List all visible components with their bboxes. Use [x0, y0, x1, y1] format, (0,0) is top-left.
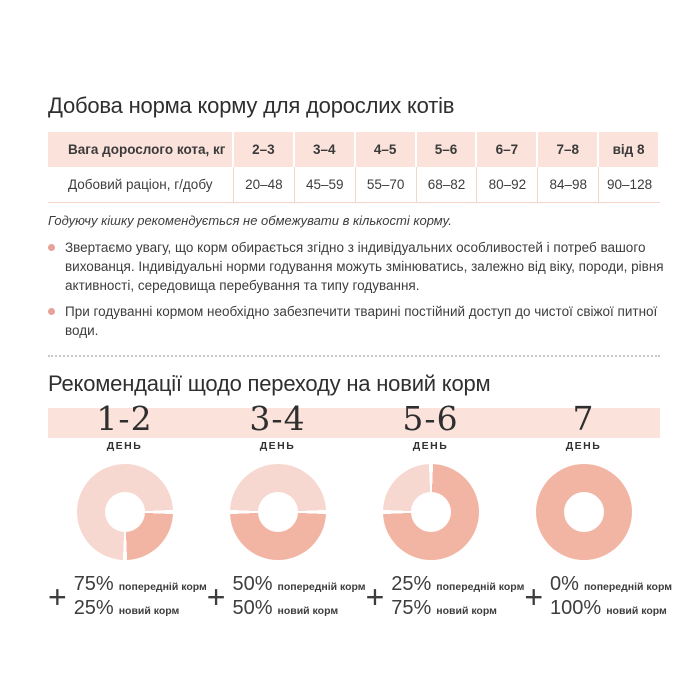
day-numbers-row [48, 401, 660, 452]
table-weight-cell: 3–4 [295, 132, 356, 167]
new-food-line [232, 598, 365, 622]
mix-col-4 [524, 574, 672, 622]
note-text: При годуванні кормом необхідно забезпечити тварині постійний доступ до чистої свіжої питної води. [65, 304, 658, 338]
mix-col-1 [48, 574, 207, 622]
table-weight-cell: 2–3 [234, 132, 295, 167]
dotted-divider [48, 355, 660, 357]
bullet-dot-icon [48, 308, 55, 315]
new-food-label: новий корм [277, 605, 339, 617]
mix-ratios-row [48, 573, 672, 622]
day-number: 1-2 [96, 399, 153, 438]
plus-sign: + [365, 579, 385, 615]
previous-food-pct: 75% [73, 573, 114, 595]
new-food-pct: 25% [73, 597, 114, 619]
note-text: Звертаємо увагу, що корм обирається згідно з індивідуальних особливостей і потреб вашого вихованця. Індивідуальні норми годування можуть змінюватись, залежно від віку, породи, рівня активності, середовища перебування та типу годування. [65, 240, 664, 293]
donut-col-4 [507, 464, 660, 560]
day-label: ДЕНЬ [565, 440, 602, 452]
day-number: 5-6 [402, 399, 459, 438]
day-number: 3-4 [249, 399, 306, 438]
day-col-2 [201, 401, 354, 452]
table-ration-cell: 68–82 [417, 167, 478, 203]
table-weight-cell: від 8 [599, 132, 660, 167]
day-label: ДЕНЬ [412, 440, 449, 452]
day-number: 7 [572, 399, 595, 438]
donut-chart-day-3-4 [230, 464, 326, 560]
table-weight-cell: 7–8 [538, 132, 599, 167]
new-food-label: новий корм [606, 605, 667, 617]
donut-col-1 [48, 464, 201, 560]
table-weight-cell: 5–6 [417, 132, 478, 167]
mix-lines [550, 574, 672, 622]
donut-chart-day-5-6 [383, 464, 479, 560]
previous-food-label: попередній корм [277, 581, 366, 593]
donut-charts-row [48, 464, 660, 560]
table-weight-header: Вага дорослого кота, кг [48, 132, 234, 167]
new-food-pct: 75% [391, 597, 432, 619]
table-ration-cell: 84–98 [538, 167, 599, 203]
donut-chart-day-7 [536, 464, 632, 560]
feeding-section-title: Добова норма корму для дорослих котів [48, 93, 455, 118]
mix-block [366, 574, 525, 622]
note-item-water [48, 302, 665, 340]
plus-sign: + [48, 579, 67, 615]
previous-food-pct: 50% [232, 573, 273, 595]
table-ration-cell: 55–70 [356, 167, 417, 203]
plus-sign: + [206, 579, 226, 615]
previous-food-line [232, 574, 365, 598]
day-label: ДЕНЬ [106, 440, 143, 452]
day-col-4 [507, 401, 660, 452]
day-col-3 [354, 401, 507, 452]
donut-hole [411, 492, 451, 532]
new-food-line [550, 598, 672, 622]
previous-food-label: попередній корм [436, 581, 525, 593]
donut-col-2 [201, 464, 354, 560]
mix-lines [232, 574, 365, 622]
mix-lines [74, 574, 207, 622]
previous-food-line [74, 574, 207, 598]
plus-sign: + [524, 579, 544, 615]
transition-section-title: Рекомендації щодо переходу на новий корм [48, 371, 491, 396]
mix-block [207, 574, 366, 622]
new-food-label: новий корм [436, 605, 497, 617]
mix-block [524, 574, 672, 622]
table-weight-cell: 4–5 [356, 132, 417, 167]
bullet-dot-icon [48, 244, 55, 251]
previous-food-label: попередній корм [118, 581, 207, 593]
table-ration-header: Добовий раціон, г/добу [48, 167, 234, 203]
day-label: ДЕНЬ [259, 440, 296, 452]
nursing-cat-note: Годуючу кішку рекомендується не обмежувати в кількості корму. [48, 213, 452, 228]
table-ration-cell: 45–59 [295, 167, 356, 203]
table-ration-cell: 80–92 [477, 167, 538, 203]
day-band [48, 399, 660, 452]
previous-food-pct: 0% [550, 573, 579, 595]
new-food-label: новий корм [118, 605, 180, 617]
mix-block [48, 574, 207, 622]
previous-food-line [550, 574, 672, 598]
donut-hole [105, 492, 145, 532]
notes-list [48, 238, 664, 340]
new-food-pct: 50% [232, 597, 273, 619]
new-food-line [74, 598, 207, 622]
new-food-line [391, 598, 524, 622]
donut-chart-day-1-2 [77, 464, 173, 560]
mix-lines [391, 574, 524, 622]
donut-hole [258, 492, 298, 532]
donut-col-3 [354, 464, 507, 560]
table-ration-cell: 20–48 [234, 167, 295, 203]
new-food-pct: 100% [550, 597, 602, 619]
note-item-individual [48, 238, 665, 295]
donut-hole [564, 492, 604, 532]
previous-food-line [391, 574, 524, 598]
previous-food-pct: 25% [391, 573, 432, 595]
table-ration-cell: 90–128 [599, 167, 660, 203]
mix-col-2 [207, 574, 366, 622]
mix-col-3 [366, 574, 525, 622]
previous-food-label: попередній корм [583, 581, 672, 593]
day-col-1 [48, 401, 201, 452]
feeding-table [48, 132, 660, 203]
table-weight-cell: 6–7 [477, 132, 538, 167]
